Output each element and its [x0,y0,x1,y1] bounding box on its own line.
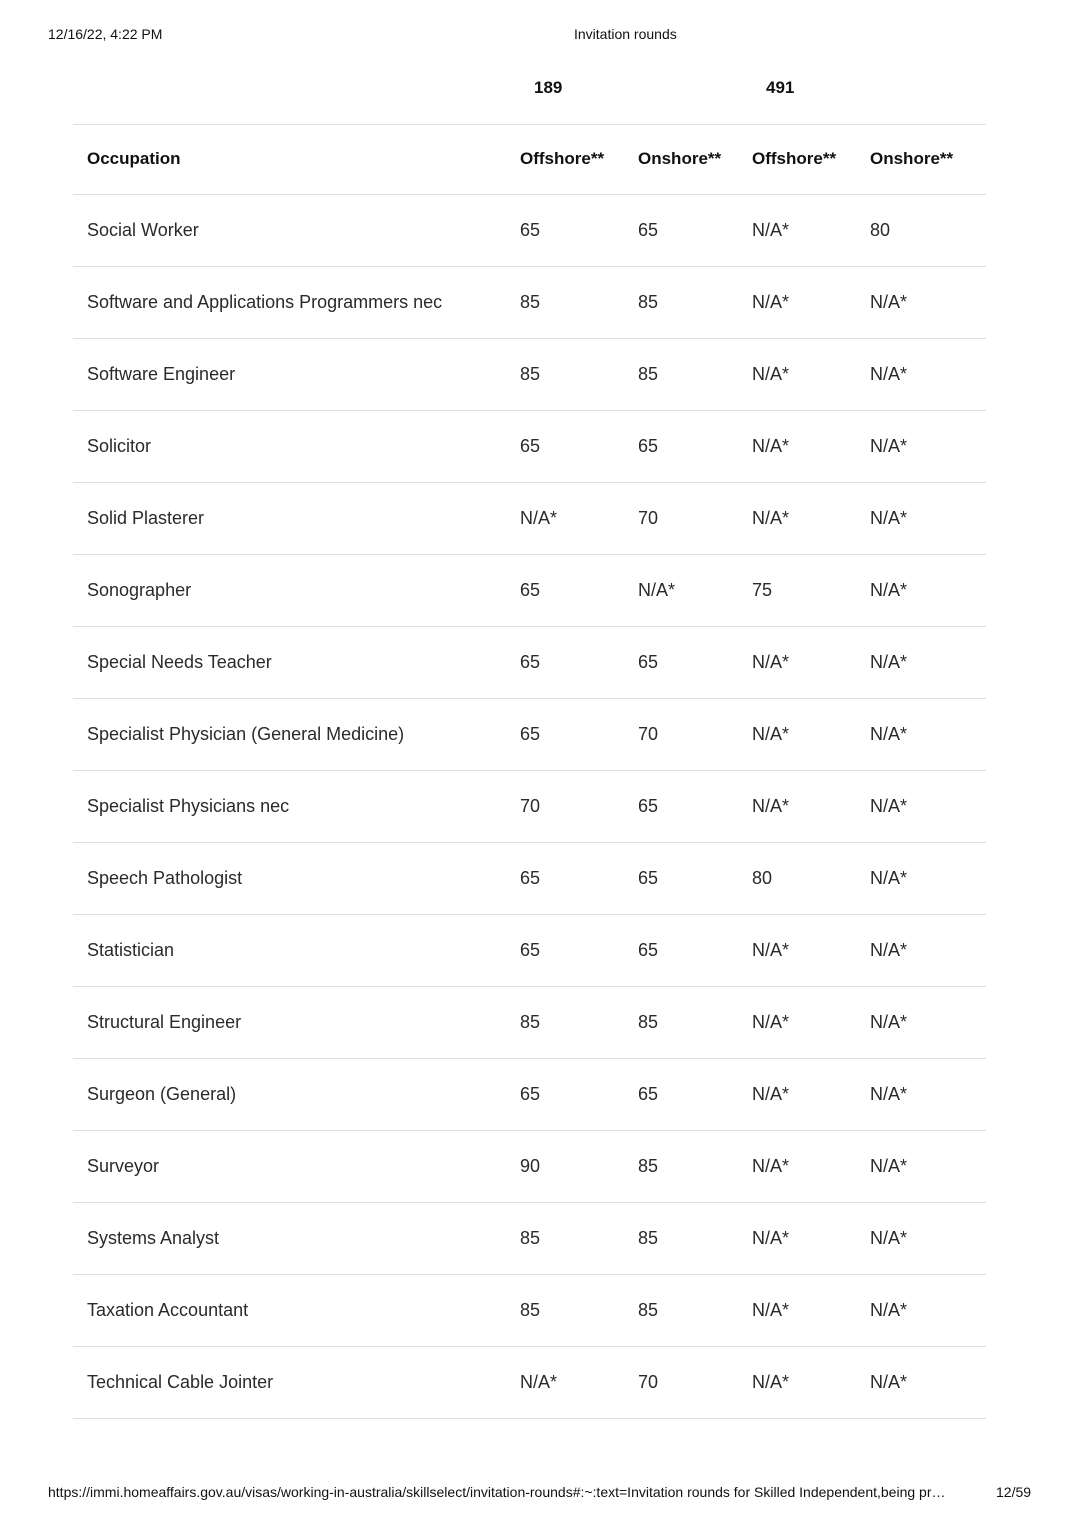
onshore-491-cell: N/A* [870,1275,986,1347]
table-row [73,483,986,555]
print-page-title: Invitation rounds [574,26,677,42]
visa-subclass-header [73,76,986,125]
offshore-189-cell: 65 [520,843,638,915]
onshore-491-cell: N/A* [870,987,986,1059]
onshore-491-cell: N/A* [870,1203,986,1275]
occupation-cell: Speech Pathologist [73,843,520,915]
offshore-491-cell: N/A* [752,1059,870,1131]
onshore-189-cell: 65 [638,1059,752,1131]
table-row [73,915,986,987]
onshore-189-cell: 65 [638,627,752,699]
offshore-491-cell: N/A* [752,771,870,843]
onshore-189-cell: N/A* [638,555,752,627]
onshore-491-cell: N/A* [870,267,986,339]
offshore-189-cell: 65 [520,195,638,267]
occupation-cell: Social Worker [73,195,520,267]
column-header-491-onshore: Onshore** [870,124,986,195]
offshore-491-cell: N/A* [752,1203,870,1275]
print-header [0,26,1080,44]
table-row [73,1131,986,1203]
onshore-491-cell: N/A* [870,771,986,843]
table-row [73,1347,986,1419]
onshore-189-cell: 85 [638,339,752,411]
onshore-189-cell: 85 [638,1275,752,1347]
column-header-189-onshore: Onshore** [638,124,752,195]
offshore-491-cell: N/A* [752,339,870,411]
table-row [73,267,986,339]
occupation-cell: Surgeon (General) [73,1059,520,1131]
occupation-cell: Solicitor [73,411,520,483]
subclass-491-label: 491 [766,78,795,97]
print-footer [0,1484,1080,1502]
table-row [73,627,986,699]
occupation-cell: Surveyor [73,1131,520,1203]
onshore-491-cell: N/A* [870,483,986,555]
occupation-cell: Statistician [73,915,520,987]
column-header-491-offshore: Offshore** [752,124,870,195]
onshore-189-cell: 85 [638,987,752,1059]
onshore-491-cell: N/A* [870,411,986,483]
occupation-cell: Taxation Accountant [73,1275,520,1347]
onshore-491-cell: N/A* [870,843,986,915]
offshore-189-cell: 85 [520,1275,638,1347]
table-row [73,1275,986,1347]
table-row [73,771,986,843]
onshore-491-cell: N/A* [870,555,986,627]
column-header-occupation: Occupation [73,124,520,195]
offshore-189-cell: N/A* [520,483,638,555]
table-row [73,1203,986,1275]
offshore-189-cell: 70 [520,771,638,843]
offshore-491-cell: 80 [752,843,870,915]
onshore-491-cell: N/A* [870,699,986,771]
table-row [73,1059,986,1131]
invitation-points-table [73,124,986,1419]
offshore-189-cell: 85 [520,1203,638,1275]
offshore-189-cell: 65 [520,699,638,771]
page-url: https://immi.homeaffairs.gov.au/visas/working-in-australia/skillselect/invitation-rounds#:~:text=Invitation rounds for Skilled Independent,being pr… [48,1484,946,1500]
offshore-491-cell: N/A* [752,483,870,555]
onshore-189-cell: 85 [638,1203,752,1275]
onshore-189-cell: 70 [638,483,752,555]
offshore-189-cell: 90 [520,1131,638,1203]
table-row [73,339,986,411]
offshore-189-cell: N/A* [520,1347,638,1419]
table-row [73,555,986,627]
occupation-cell: Sonographer [73,555,520,627]
onshore-189-cell: 85 [638,267,752,339]
offshore-491-cell: N/A* [752,267,870,339]
offshore-491-cell: N/A* [752,627,870,699]
offshore-189-cell: 85 [520,339,638,411]
column-header-189-offshore: Offshore** [520,124,638,195]
table-row [73,699,986,771]
onshore-491-cell: N/A* [870,339,986,411]
onshore-189-cell: 70 [638,1347,752,1419]
offshore-189-cell: 85 [520,987,638,1059]
offshore-491-cell: N/A* [752,1347,870,1419]
subclass-189-label: 189 [534,78,563,97]
onshore-491-cell: N/A* [870,1347,986,1419]
occupation-cell: Software Engineer [73,339,520,411]
table-body [73,195,986,1419]
occupation-cell: Systems Analyst [73,1203,520,1275]
offshore-491-cell: 75 [752,555,870,627]
offshore-491-cell: N/A* [752,699,870,771]
offshore-189-cell: 65 [520,915,638,987]
onshore-491-cell: N/A* [870,915,986,987]
onshore-189-cell: 70 [638,699,752,771]
onshore-189-cell: 65 [638,195,752,267]
offshore-189-cell: 65 [520,1059,638,1131]
offshore-189-cell: 85 [520,267,638,339]
onshore-491-cell: N/A* [870,1131,986,1203]
offshore-189-cell: 65 [520,411,638,483]
onshore-189-cell: 65 [638,771,752,843]
onshore-491-cell: 80 [870,195,986,267]
offshore-491-cell: N/A* [752,987,870,1059]
offshore-491-cell: N/A* [752,1275,870,1347]
onshore-491-cell: N/A* [870,627,986,699]
onshore-189-cell: 65 [638,843,752,915]
table-header-row [73,124,986,195]
table-row [73,987,986,1059]
offshore-189-cell: 65 [520,555,638,627]
offshore-491-cell: N/A* [752,195,870,267]
onshore-189-cell: 65 [638,915,752,987]
print-datetime: 12/16/22, 4:22 PM [48,26,163,42]
table-row [73,843,986,915]
offshore-189-cell: 65 [520,627,638,699]
onshore-491-cell: N/A* [870,1059,986,1131]
occupation-cell: Software and Applications Programmers nec [73,267,520,339]
offshore-491-cell: N/A* [752,411,870,483]
onshore-189-cell: 65 [638,411,752,483]
occupation-cell: Technical Cable Jointer [73,1347,520,1419]
table-row [73,411,986,483]
occupation-cell: Specialist Physicians nec [73,771,520,843]
offshore-491-cell: N/A* [752,915,870,987]
occupation-cell: Specialist Physician (General Medicine) [73,699,520,771]
onshore-189-cell: 85 [638,1131,752,1203]
occupation-cell: Solid Plasterer [73,483,520,555]
occupation-cell: Structural Engineer [73,987,520,1059]
offshore-491-cell: N/A* [752,1131,870,1203]
page-number: 12/59 [996,1484,1032,1500]
occupation-cell: Special Needs Teacher [73,627,520,699]
table-row [73,195,986,267]
